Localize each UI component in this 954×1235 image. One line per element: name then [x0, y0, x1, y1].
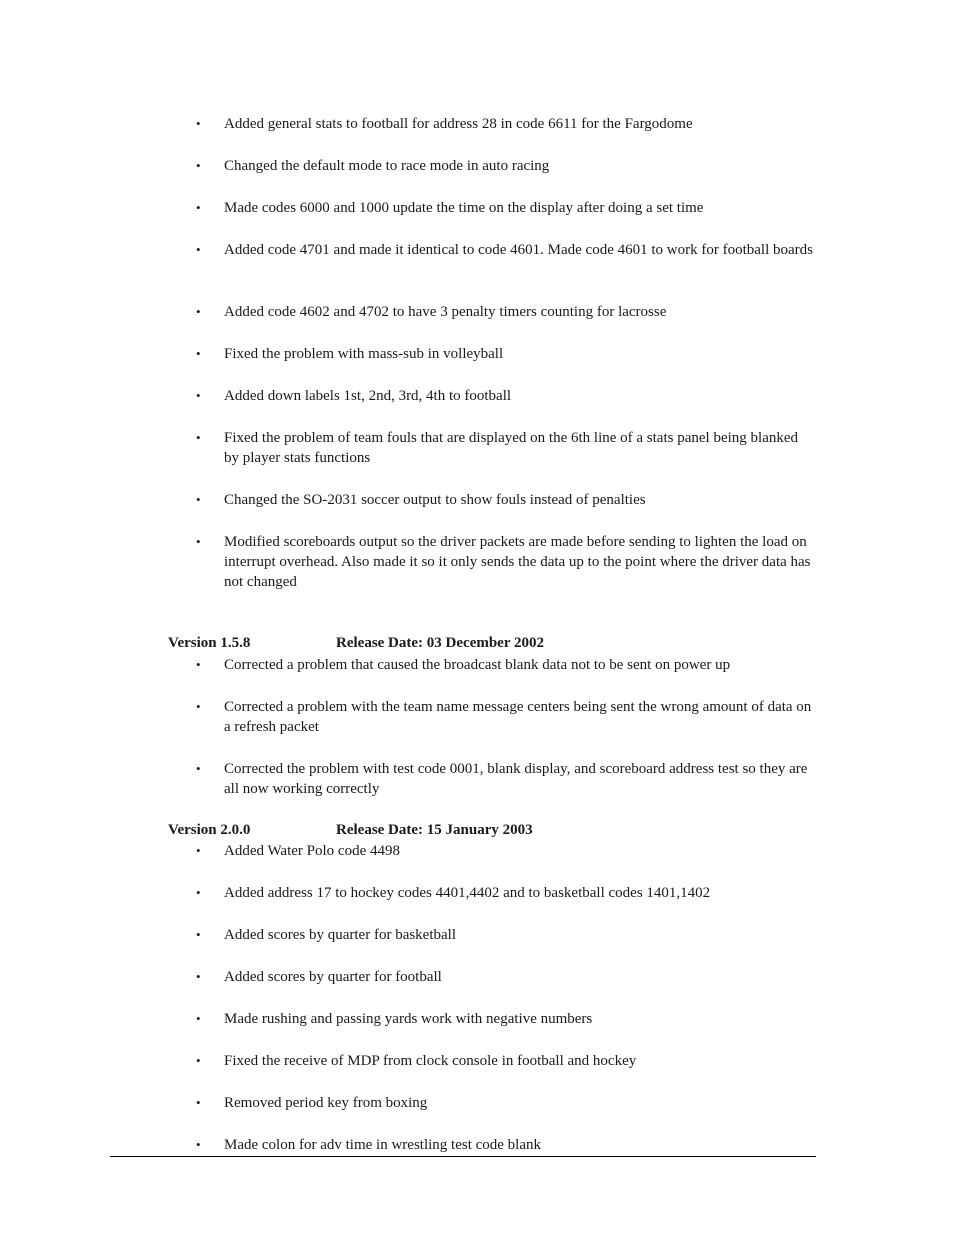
release-date: Release Date: 15 January 2003: [336, 822, 533, 838]
list-item: [196, 428, 816, 468]
list-item-text: Added down labels 1st, 2nd, 3rd, 4th to football: [224, 388, 512, 404]
list-item: [196, 759, 816, 799]
list-item: [196, 1093, 816, 1113]
list-item-text: Added general stats to football for address 28 in code 6611 for the Fargodome: [224, 116, 693, 132]
list-item: [196, 114, 816, 134]
list-item-text: Corrected the problem with test code 0001, blank display, and scoreboard address test so they are all now working correctly: [224, 761, 808, 797]
list-item: [196, 1009, 816, 1029]
version-header: [168, 820, 533, 840]
list-item: [196, 240, 816, 260]
list-item: [196, 386, 816, 406]
bullet-icon: •: [196, 927, 201, 942]
bullet-icon: •: [196, 885, 201, 900]
list-item: [196, 1051, 816, 1071]
bullet-icon: •: [196, 699, 201, 714]
footer-divider: [110, 1156, 816, 1157]
list-item-text: Removed period key from boxing: [224, 1095, 428, 1111]
list-item: [196, 655, 836, 675]
release-date: Release Date: 03 December 2002: [336, 635, 544, 651]
list-item: [196, 697, 816, 737]
list-item-text: Added scores by quarter for basketball: [224, 927, 457, 943]
bullet-icon: •: [196, 1095, 201, 1110]
list-item-text: Fixed the problem of team fouls that are displayed on the 6th line of a stats panel being blanked by player stats functions: [224, 430, 799, 466]
list-item-text: Added code 4701 and made it identical to code 4601. Made code 4601 to work for football boards: [224, 242, 814, 258]
list-item: [196, 532, 816, 592]
bullet-icon: •: [196, 158, 201, 173]
list-item: [196, 925, 816, 945]
list-item-text: Corrected a problem that caused the broadcast blank data not to be sent on power up: [224, 657, 731, 673]
bullet-icon: •: [196, 116, 201, 131]
bullet-icon: •: [196, 1011, 201, 1026]
bullet-icon: •: [196, 346, 201, 361]
bullet-icon: •: [196, 200, 201, 215]
list-item-text: Added address 17 to hockey codes 4401,4402 and to basketball codes 1401,1402: [224, 885, 711, 901]
bullet-icon: •: [196, 1053, 201, 1068]
list-item-text: Changed the SO-2031 soccer output to show fouls instead of penalties: [224, 492, 646, 508]
list-item: [196, 841, 816, 861]
version-header: [168, 633, 544, 653]
list-item: [196, 883, 816, 903]
list-item-text: Added code 4602 and 4702 to have 3 penalty timers counting for lacrosse: [224, 304, 667, 320]
list-item-text: Modified scoreboards output so the driver packets are made before sending to lighten the load on interrupt overhead. Also made it so it only sends the data up to the point where the driver data has not changed: [224, 534, 811, 590]
list-item-text: Added Water Polo code 4498: [224, 843, 400, 859]
version-number: Version 2.0.0: [168, 822, 251, 838]
list-item-text: Made codes 6000 and 1000 update the time on the display after doing a set time: [224, 200, 704, 216]
bullet-icon: •: [196, 969, 201, 984]
list-item-text: Changed the default mode to race mode in auto racing: [224, 158, 550, 174]
bullet-icon: •: [196, 304, 201, 319]
bullet-icon: •: [196, 242, 201, 257]
list-item-text: Made rushing and passing yards work with negative numbers: [224, 1011, 593, 1027]
bullet-icon: •: [196, 843, 201, 858]
list-item-text: Fixed the problem with mass-sub in volleyball: [224, 346, 504, 362]
list-item: [196, 302, 816, 322]
bullet-icon: •: [196, 492, 201, 507]
bullet-icon: •: [196, 1137, 201, 1152]
list-item: [196, 344, 816, 364]
version-number: Version 1.5.8: [168, 635, 251, 651]
list-item: [196, 490, 816, 510]
bullet-icon: •: [196, 388, 201, 403]
list-item: [196, 1135, 816, 1155]
list-item: [196, 156, 816, 176]
list-item: [196, 198, 816, 218]
list-item-text: Added scores by quarter for football: [224, 969, 442, 985]
list-item-text: Made colon for adv time in wrestling test code blank: [224, 1137, 541, 1153]
list-item-text: Corrected a problem with the team name message centers being sent the wrong amount of data on a refresh packet: [224, 699, 812, 735]
bullet-icon: •: [196, 534, 201, 549]
bullet-icon: •: [196, 430, 201, 445]
list-item: [196, 967, 816, 987]
list-item-text: Fixed the receive of MDP from clock console in football and hockey: [224, 1053, 637, 1069]
bullet-icon: •: [196, 657, 201, 672]
bullet-icon: •: [196, 761, 201, 776]
